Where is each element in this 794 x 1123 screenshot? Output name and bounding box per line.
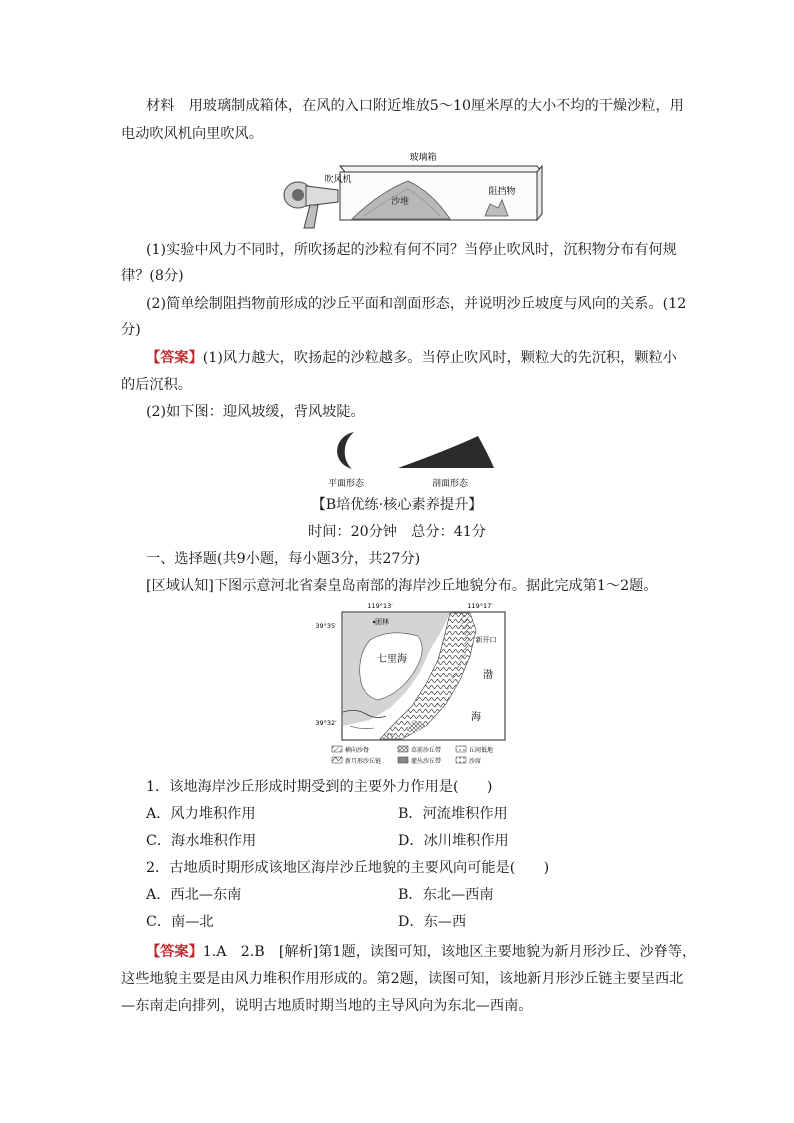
legend-label-1: 横向沙脊 <box>345 747 370 754</box>
q2-line-1: (2)简单绘制阻挡物前形成的沙丘平面和剖面形态，并说明沙丘坡度与风向的关系。(12 <box>146 296 687 312</box>
answer2-line-3: —东南走向排列，说明古地质时期当地的主导风向为东北—西南。 <box>121 998 533 1014</box>
box-label: 玻璃箱 <box>409 153 437 163</box>
answer2-line-1 <box>146 942 696 962</box>
q1-line-1: (1)实验中风力不同时，所吹扬起的沙粒有何不同？当停止吹风时，沉积物分布有何规 <box>146 242 677 258</box>
answer1-line-1 <box>146 348 677 368</box>
legend-label-6: 沙席 <box>469 758 482 765</box>
dune-shapes-figure <box>318 428 504 490</box>
dryer-label: 吹风机 <box>324 175 352 185</box>
legend-swatch-4 <box>332 757 342 763</box>
section-title: 【B培优练·核心素养提升】 <box>311 497 483 513</box>
legend-swatch-3 <box>456 746 466 752</box>
legend-label-5: 灌丛沙丘带 <box>411 758 442 765</box>
hair-dryer-icon <box>284 182 338 228</box>
material-line-2: 电动吹风机向里吹风。 <box>121 126 263 142</box>
plan-label: 平面形态 <box>327 479 365 489</box>
sea-label-2: 海 <box>471 712 481 723</box>
lat-label-2: 39°32′ <box>315 719 337 727</box>
question-1-option-c: C．海水堆积作用 <box>146 833 257 849</box>
q1-line-2: 律？(8分) <box>121 268 184 284</box>
answer2-tag: 【答案】 <box>146 944 203 960</box>
legend-swatch-6 <box>456 757 466 763</box>
obstacle-label: 阻挡物 <box>488 187 516 197</box>
profile-shape <box>398 436 494 468</box>
lagoon-label: 七里海 <box>377 654 407 665</box>
lat-label-1: 39°35′ <box>315 622 337 630</box>
answer1-line-3: (2)如下图：迎风坡缓，背风坡陡。 <box>146 404 365 420</box>
answer1-tag: 【答案】 <box>146 350 203 366</box>
map-legend <box>332 746 493 765</box>
material-line-1 <box>146 96 684 116</box>
legend-label-3: 丘间低地 <box>469 747 494 754</box>
pile-label: 沙堆 <box>390 197 410 207</box>
legend-swatch-5 <box>398 757 408 763</box>
legend-swatch-1 <box>332 746 342 752</box>
profile-label: 剖面形态 <box>431 479 469 489</box>
answer2-line-2: 这些地貌主要是由风力堆积作用形成的。第2题，读图可知，该地新月形沙丘链主要呈西北 <box>121 971 684 987</box>
lon-label-2: 119°17′ <box>467 602 493 610</box>
legend-label-4: 新月形沙丘链 <box>345 758 382 765</box>
question-1-option-d: D．冰川堆积作用 <box>398 833 509 849</box>
question-1-option-a: A．风力堆积作用 <box>146 806 256 822</box>
answer1-line-2: 的后沉积。 <box>121 377 192 393</box>
question-2-option-d: D．东—西 <box>398 914 467 930</box>
q2-line-2: 分) <box>121 322 141 338</box>
legend-label-2: 草前沙丘带 <box>411 747 442 754</box>
box-top <box>340 166 542 172</box>
material-text-1: 用玻璃制成箱体，在风的入口附近堆放5～10厘米厚的大小不均的干燥沙粒，用 <box>188 98 684 114</box>
material-label: 材料 <box>146 98 175 114</box>
section-time: 时间：20分钟 总分：41分 <box>308 524 486 540</box>
question-1-stem: 1．该地海岸沙丘形成时期受到的主要外力作用是( ) <box>146 779 493 795</box>
place-xinkaikou: 新开口 <box>475 636 497 644</box>
question-2-stem: 2．古地质时期形成该地区海岸沙丘地貌的主要风向可能是( ) <box>146 860 550 876</box>
section-part: 一、选择题(共9小题，每小题3分，共27分) <box>146 551 421 567</box>
crescent-plan-shape <box>337 432 354 469</box>
question-2-option-c: C．南—北 <box>146 914 214 930</box>
answer2-text-1: 1.A 2.B [解析]第1题，读图可知，该地区主要地貌为新月形沙丘、沙脊等， <box>202 944 697 960</box>
tuanlin-marker <box>373 621 375 623</box>
section-intro: [区域认知]下图示意河北省秦皇岛南部的海岸沙丘地貌分布。据此完成第1～2题。 <box>146 578 658 594</box>
box-side <box>537 166 542 220</box>
legend-swatch-2 <box>398 746 408 752</box>
sea-label-1: 渤 <box>483 670 493 681</box>
question-2-option-b: B．东北—西南 <box>398 887 494 903</box>
question-2-option-a: A．西北—东南 <box>146 887 242 903</box>
answer1-text-1: (1)风力越大，吹扬起的沙粒越多。当停止吹风时，颗粒大的先沉积，颗粒小 <box>202 350 677 366</box>
lon-label-1: 119°13′ <box>367 602 393 610</box>
coastal-dune-map <box>310 600 510 766</box>
place-tuanlin: 团林 <box>375 618 389 626</box>
question-1-option-b: B．河流堆积作用 <box>398 806 508 822</box>
experiment-figure <box>280 148 550 233</box>
